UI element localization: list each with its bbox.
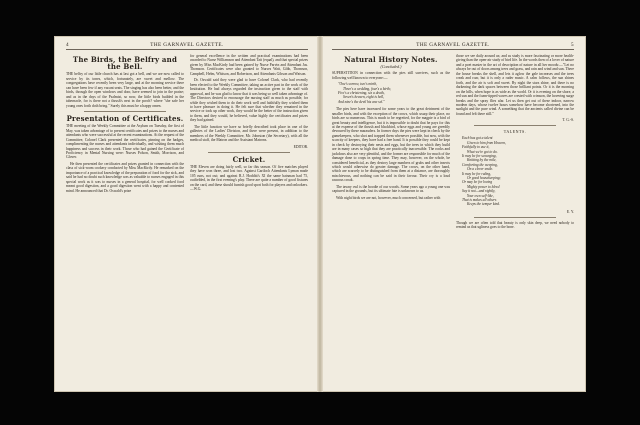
poem-line: Say it not—and rightly,: [462, 189, 496, 194]
article-title: Cricket.: [232, 154, 266, 164]
poem-line: What we're got to do.: [467, 149, 498, 154]
running-head: [66, 42, 308, 50]
poem-line: Your own self-like,: [467, 193, 494, 198]
article-paragraph: Dr. Oswald said they were glad to have Colonel Clark, who had recently been elected to the Weekly Committee, taking an active part in the work of the Institution. He had always regarded the instruction given to the staff with approval, and he was glad to know that it was being so well taken advantage of. The Directors desired to encourage the nursing staff as much as possible, for while they wished them to do their work well and faithfully they wished them to have pleasure in doing it. He felt sure that whether they remained in the service or took up other work, they would be the better of the instruction given to them, and they would, he believed, value highly the certificates and prizes they had gained.: [190, 78, 308, 123]
right-page: [320, 36, 586, 392]
article-paragraph: The tawny owl is the hoodie of our woods. Some years ago a young one was captured in the grounds, but its ultimate fate is unknown to us.: [332, 184, 450, 194]
poem: [462, 136, 574, 207]
verse-line: Seven's heaven, eight is hell,: [343, 95, 385, 100]
article-paragraph: The little function we have so briefly described took place in one of the galleries of the Ladies' Division, and there were present, in addition to the members of the Weekly Committee, Mr. Johnston (the Secretary), with all the medical staff, the Matron and the Assistant Matrons.: [190, 124, 308, 143]
running-head-title: THE GARNAVEL GAZETTE.: [150, 42, 224, 48]
article-paragraph: those we see daily around us; and as study is more fascinating or more health-giving than the open-air study of bird life. In the words then of a lover of nature and a poet master in the art of description of nature in all her moods:—"Let no always be out of doors among trees and grass, and rain and wind and sun. There the house breaks the shell, and lets it aglow the gale increases and the trees creak and roar, but it is only a ruder music. A calm follows, the sun shines forth, and the air is soft and sweet. By night the stars shine, and there is no darkening the dark spaces between those brilliant points. Or it is the morning on the hills, when hope is as wide as the world. Or it is evening on the shore, a red sun and the foam-tipped waves are crested with crimson, the hovering surge breaks and the spray flies afar. Let us then get out of these indoor, narrow modern days, whose twelve hours somehow have become shortened, into the sunlight and the pure wind. A something that the ancients called divine can be found and felt there still.": [456, 54, 575, 116]
article-paragraph: THE Eleven are doing fairly well, so far this season. Of five matches played they have won three, and lost two. Against Gartloch Attendants Lyman made 105 runs, not out; and against R.J. Hodditt's XI the same batsman had 75, outfielded, in the first evening's play. There are quite a number of good fixtures on the card, and these should furnish good sport both for players and onlookers.—W.G.: [190, 164, 308, 192]
article-paragraph: THE meeting of the Weekly Committee at the Asylum on Tuesday, the first of May, was taken advantage of to present certificates and prizes to the nurses and attendants who were successful at the recent examinations. At the request of the Committee, Colonel Clark presented the certificates, pinning on the badges, complimenting the nurses and attendants individually, and wishing them much happiness and success in their work. Those who had gained the Certificate of Proficiency in Mental Nursing were: Nurses Polson, Smith, Morrison, and Glover.: [66, 124, 184, 160]
article-title: Natural History Notes.: [344, 55, 438, 64]
poem-title: TALENTS.: [503, 129, 527, 135]
poem-line: Each has got a talent: [462, 136, 493, 141]
poem-line: That is makes all others: [462, 198, 497, 203]
footnote: Though we are often told that beauty is only skin deep, we need nobody to remind us that ugliness goes to the bone.: [456, 220, 574, 230]
right-column-1: [332, 54, 450, 229]
article-subtitle: (Concluded.): [380, 64, 402, 70]
running-head: [332, 42, 574, 50]
article-paragraph: With night birds we are not, however, much concerned, but rather with: [336, 195, 441, 200]
poem-line: Comforting the weeping,: [462, 162, 498, 167]
page-number: 4: [66, 42, 69, 48]
left-column-2: [190, 54, 308, 195]
verse-line: And nine's the devil his ane sel.": [338, 99, 385, 104]
article-paragraph: THE belfry of our little church has at last got a bell, and we are now called to service by its tones, which, fortunately, are sweet and mellow. The congregations have recently been very large, and at the morning service there can have been few if any vacant seats. The singing has also been better, and the birds, through the open windows and door, have seemed to join in the praise; and as in the days of the Psalmist, so now, the little birds builded in the tabernacle, for is there not a thrush's nest in the porch? where "she safe her young ones forth doth bring." Surely this must be a happy omen.: [66, 72, 184, 108]
poem-line: Mighty power to bless!: [467, 184, 501, 189]
article-paragraph: for general excellence in the written and practical examinations had been awarded to Nurse Williamson and Attendant Tait (equal), and that special prizes given by Miss MacKirdy had been gained by Nurse Parvin and Attendant Jas. Thomson. Certificates were also granted to Nurses Watt, Gibb, Thomson, Campbell, Helm, Whitson, and Robertson, and Attendants Gibson and Watson.: [190, 54, 308, 76]
poem-line: Or good housekeeping;: [467, 176, 501, 180]
poem-line: Knitting by the mile,: [467, 158, 497, 163]
poem-line: It may be for scourging,: [462, 153, 497, 158]
verse-line: Five's a christening, six a death,: [338, 90, 385, 95]
poem-line: Given to him from Heaven,: [467, 140, 506, 145]
page-number: 5: [571, 42, 574, 48]
article-paragraph: The pies here have increased for some years to the great detriment of the smaller birds, and with the exception of the crows, which usurp their place, no birds are so numerous. This is much to be regretted, for the magpie is a bird of great beauty and intelligence, but it is impossible to doubt that he pays for this at the expense of the thrush and blackbird, whose eggs and young are greedily devoured by these marauders. In former days the pies were kept in check by the gamekeepers, who shot and trapped them whenever possible, but now, with the scarcity of keepers, they have had a free hand. It is possible they could be kept in check by destroying their nests and eggs, but the trees in which they build are in many cases so high that they are practically inaccessible. The rooks and jackdaws also are very plentiful, and the former are responsible for much of the damage done to crops in spring time. They may, however, on the whole, be considered beneficial, as they destroy large numbers of grubs and other insects which would otherwise do greater damage. The crows, on the other hand, which are scarcely to be distinguished from them at a distance, are thoroughly mischievous, and nothing can be said in their favour. Their cry is a loud raucous croak.: [332, 107, 450, 183]
verse-line: Three's a wedding, four's a birth;: [343, 86, 391, 91]
signature: EDITOR.: [293, 144, 308, 149]
article-title: Presentation of Certificates.: [66, 114, 184, 124]
running-head-title: THE GARNAVEL GAZETTE.: [416, 42, 490, 48]
poem-line: Faithfully to use it,: [462, 145, 490, 150]
magazine-spread: [54, 36, 586, 392]
verse-line: "One's sorrow, two's mirth,: [338, 82, 378, 87]
poem-line: It may be for ruling,: [462, 171, 492, 176]
article-title: The Birds, the Belfry and the Bell.: [72, 55, 178, 72]
left-column-1: [66, 54, 184, 195]
poem-line: Or may be for loving: [462, 180, 493, 185]
left-page: [54, 36, 320, 392]
divider: [208, 152, 290, 153]
poem-line: Keeps the temper kind.: [467, 202, 500, 207]
article-paragraph: SUPERSTITION in connection with the pies still survives, such as the following well known to everyone:—: [332, 71, 450, 80]
article-paragraph: He then presented the certificates and prizes granted in connection with the class of sick-room cookery conducted by Miss MacKirdy. He remarked on the importance of a practical knowledge of the preparation of food for the sick, and said he had no doubt such knowledge was as valuable to nurses engaged in this special work as it was to nurses in a general hospital, for well cooked food meant good digestion, and a good digestion went with a happy and contented mind. He announced that Dr. Oswald's prize: [66, 161, 184, 193]
poem-line: On a clever smile.: [467, 167, 494, 172]
signature: T. G.-S.: [562, 118, 574, 123]
divider: [474, 125, 556, 126]
right-column-2: [456, 54, 574, 229]
divider: [474, 217, 556, 218]
signature: E. Y.: [566, 209, 574, 214]
verse: [338, 82, 450, 104]
divider: [84, 111, 166, 112]
